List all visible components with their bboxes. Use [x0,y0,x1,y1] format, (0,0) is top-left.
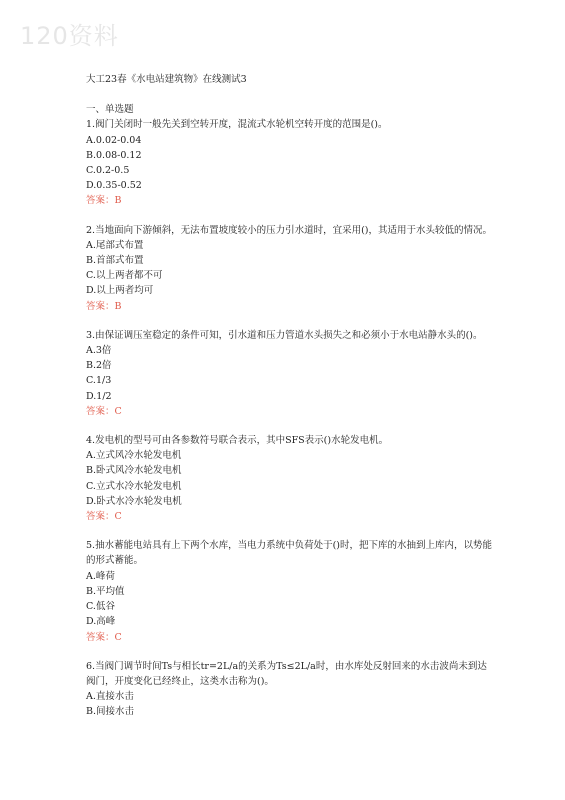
question-text: 6.当阀门调节时间Ts与相长tr=2L/a的关系为Ts≤2L/a时，由水库处反射回来的水击波尚未到达阀门，开度变化已经终止，这类水击称为()。 [86,660,487,687]
document-body [86,72,496,734]
option-b: B.首部式布置 [86,255,144,267]
option-d: D.高峰 [86,616,116,628]
answer: 答案：C [86,631,122,643]
question-text: 1.阀门关闭时一般先关到空转开度，混流式水轮机空转开度的范围是()。 [86,119,388,131]
section-heading: 一、单选题 [86,104,134,116]
option-d: D.1/2 [86,390,112,402]
option-b: B.卧式风冷水轮发电机 [86,465,182,477]
answer: 答案：B [86,300,122,312]
question-text: 4.发电机的型号可由各参数符号联合表示，其中SFS表示()水轮发电机。 [86,435,389,447]
option-a: A.0.02-0.04 [86,134,142,146]
option-c: C.低谷 [86,601,115,613]
option-a: A.3倍 [86,345,112,357]
question-5 [86,538,496,644]
option-b: B.间接水击 [86,706,135,718]
option-b: B.2倍 [86,360,112,372]
question-text: 5.抽水蓄能电站具有上下两个水库，当电力系统中负荷处于()时，把下库的水抽到上库内，以势能的形式蓄能。 [86,540,492,567]
answer: 答案：B [86,195,122,207]
option-d: D.以上两者均可 [86,285,154,297]
option-c: C.0.2-0.5 [86,165,130,177]
option-d: D.卧式水冷水轮发电机 [86,495,182,507]
option-a: A.立式风冷水轮发电机 [86,450,182,462]
option-b: B.平均值 [86,585,125,597]
document-title: 大工23春《水电站建筑物》在线测试3 [86,74,247,85]
question-text: 2.当地面向下游倾斜，无法布置坡度较小的压力引水道时，宜采用()，其适用于水头较低的情况。 [86,224,492,236]
question-3 [86,328,496,419]
option-a: A.峰荷 [86,570,115,582]
question-2 [86,223,496,314]
question-1 [86,117,496,208]
watermark-logo: 120资料 [20,22,119,50]
question-6 [86,659,496,720]
option-c: C.立式水冷水轮发电机 [86,480,182,492]
option-c: C.1/3 [86,375,112,387]
option-a: A.尾部式布置 [86,239,144,251]
option-b: B.0.08-0.12 [86,149,142,161]
question-text: 3.由保证调压室稳定的条件可知，引水道和压力管道水头损失之和必须小于水电站静水头的()。 [86,329,483,341]
answer: 答案：C [86,511,122,523]
option-a: A.直接水击 [86,691,134,703]
question-4 [86,433,496,524]
option-d: D.0.35-0.52 [86,180,142,192]
option-c: C.以上两者都不可 [86,270,163,282]
answer: 答案：C [86,405,122,417]
